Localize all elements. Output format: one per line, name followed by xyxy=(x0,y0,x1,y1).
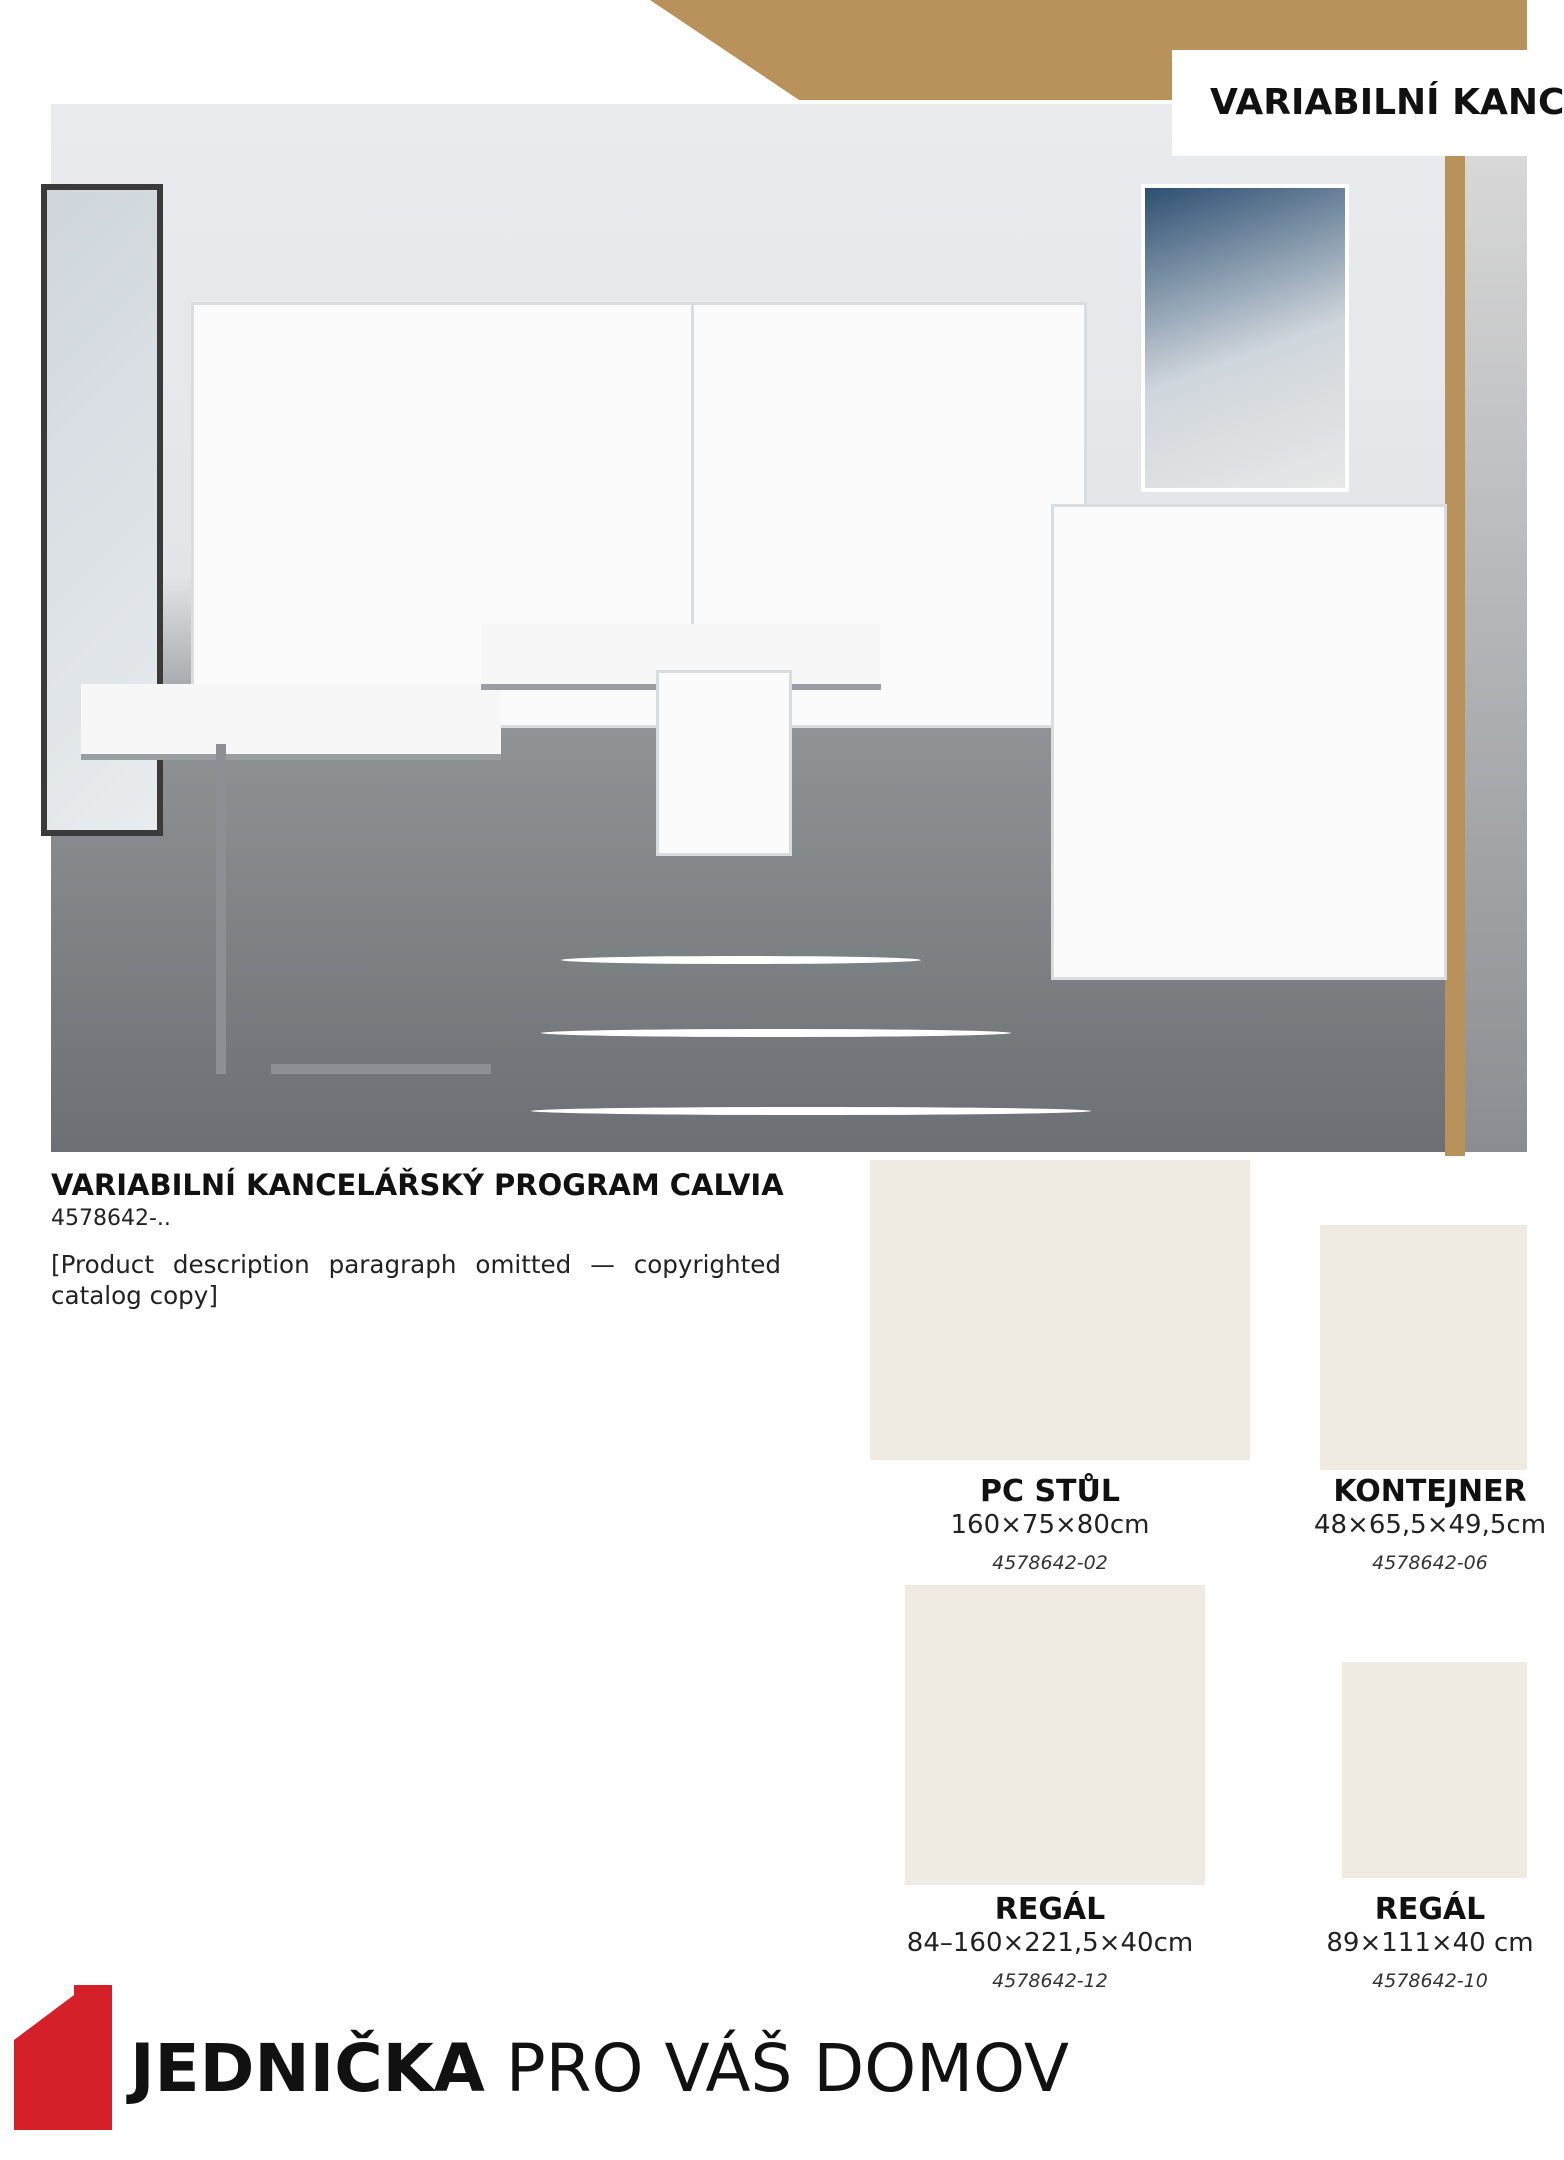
desk-left xyxy=(81,684,501,760)
small-shelf-image-placeholder xyxy=(1342,1662,1527,1878)
footer-brand-bold: JEDNIČKA xyxy=(130,2030,485,2107)
desk-foot xyxy=(271,1064,491,1074)
product-title: VARIABILNÍ KANCELÁŘSKÝ PROGRAM CALVIA xyxy=(51,1168,784,1202)
floor-stroke-2 xyxy=(541,1029,1011,1037)
bookshelf-image-placeholder xyxy=(905,1585,1205,1885)
item-code-container: 4578642-06 xyxy=(1372,1552,1488,1574)
item-dims-bookshelf: 84–160×221,5×40cm xyxy=(906,1928,1194,1958)
gold-side-strip xyxy=(1445,156,1465,1156)
item-code-bookshelf: 4578642-12 xyxy=(992,1970,1108,1992)
item-name-small-shelf: REGÁL xyxy=(1374,1892,1486,1927)
floor-stroke-3 xyxy=(531,1107,1091,1115)
item-name-bookshelf: REGÁL xyxy=(994,1892,1106,1927)
item-name-desk: PC STŮL xyxy=(980,1474,1120,1509)
item-code-desk: 4578642-02 xyxy=(992,1552,1108,1574)
brand-logo-icon xyxy=(14,1985,112,2130)
container-image-placeholder xyxy=(1320,1225,1527,1470)
footer-tagline xyxy=(130,2030,1069,2107)
desk-leg xyxy=(216,744,226,1074)
page-header-title: VARIABILNÍ KANC xyxy=(1210,82,1564,123)
footer-brand-light: PRO VÁŠ DOMOV xyxy=(505,2030,1070,2107)
item-name-container: KONTEJNER xyxy=(1333,1474,1527,1509)
hero-photo-placeholder xyxy=(51,104,1445,1152)
product-description: [Product description paragraph omitted — copyrighted catalog copy] xyxy=(51,1250,781,1310)
drawer-unit xyxy=(656,670,792,856)
item-dims-small-shelf: 89×111×40 cm xyxy=(1326,1928,1534,1958)
hero-side-photo-placeholder xyxy=(1465,156,1527,1152)
wall-art xyxy=(1141,184,1349,492)
product-code: 4578642-.. xyxy=(51,1206,171,1231)
floor-stroke-1 xyxy=(561,956,921,964)
item-dims-container: 48×65,5×49,5cm xyxy=(1313,1510,1547,1540)
sideboard xyxy=(1051,504,1447,980)
item-code-small-shelf: 4578642-10 xyxy=(1372,1970,1488,1992)
item-dims-desk: 160×75×80cm xyxy=(950,1510,1150,1540)
desk-image-placeholder xyxy=(870,1160,1250,1460)
